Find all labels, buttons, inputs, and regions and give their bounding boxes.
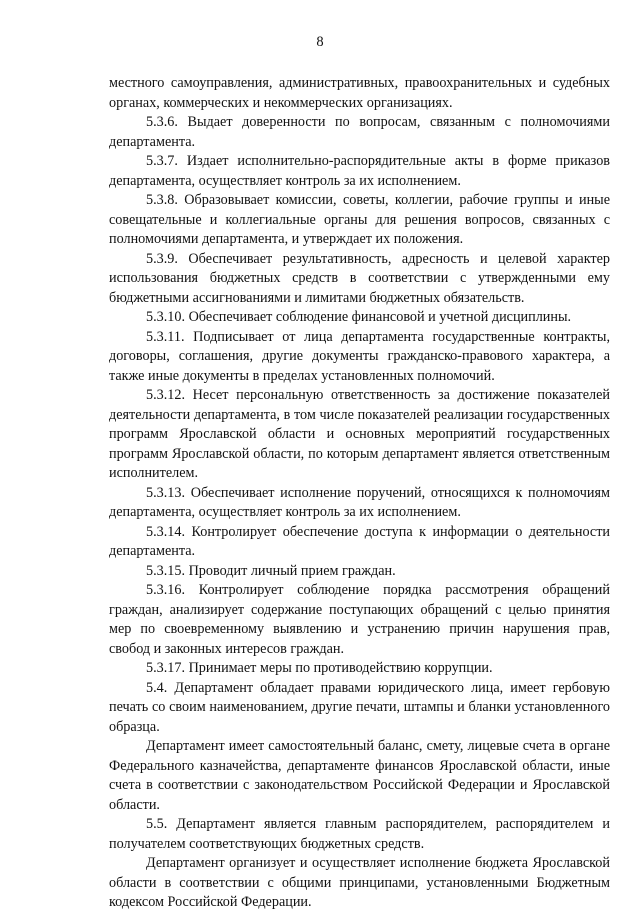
paragraph: Департамент имеет самостоятельный баланс, смету, лицевые счета в органе Федерального казначейства, департаменте финансов Ярославской области, иные счета в соответствии с законодательством Российской Федерации и Ярославской области. bbox=[109, 738, 610, 813]
document-body bbox=[109, 74, 610, 913]
paragraph: местного самоуправления, административных, правоохранительных и судебных органах, коммерческих и некоммерческих организациях. bbox=[109, 75, 610, 111]
paragraph: 5.3.15. Проводит личный прием граждан. bbox=[146, 562, 396, 579]
paragraph: Департамент организует и осуществляет исполнение бюджета Ярославской области в соответствии с общими принципами, установленными Бюджетным кодексом Российской Федерации. bbox=[109, 855, 610, 910]
paragraph: 5.3.12. Несет персональную ответственность за достижение показателей деятельности департамента, в том числе показателей реализации государственных программ Ярославской области и основных мероприятий государственных программ Ярославской области, по которым департамент является ответственным исполнителем. bbox=[109, 387, 610, 481]
paragraph: 5.3.10. Обеспечивает соблюдение финансовой и учетной дисциплины. bbox=[146, 309, 572, 325]
paragraph: 5.3.16. Контролирует соблюдение порядка рассмотрения обращений граждан, анализирует содержание поступающих обращений с целью принятия мер по своевременному выявлению и устранению причин нарушения прав, свобод и законных интересов граждан. bbox=[109, 582, 610, 657]
paragraph: 5.4. Департамент обладает правами юридического лица, имеет гербовую печать со своим наименованием, другие печати, штампы и бланки установленного образца. bbox=[109, 679, 610, 735]
paragraph: 5.5. Департамент является главным распорядителем, распорядителем и получателем соответствующих бюджетных средств. bbox=[109, 816, 610, 852]
paragraph: 5.3.9. Обеспечивает результативность, адресность и целевой характер использования бюджетных средств в соответствии с утвержденными ему бюджетными ассигнованиями и лимитами бюджетных обязательств. bbox=[109, 250, 610, 306]
paragraph: 5.3.13. Обеспечивает исполнение поручений, относящихся к полномочиям департамента, осуществляет контроль за их исполнением. bbox=[109, 484, 610, 520]
paragraph: 5.3.6. Выдает доверенности по вопросам, связанным с полномочиями департамента. bbox=[109, 114, 610, 150]
page-number: 8 bbox=[316, 34, 324, 50]
paragraph: 5.3.17. Принимает меры по противодействию коррупции. bbox=[146, 660, 493, 676]
paragraph: 5.3.7. Издает исполнительно-распорядительные акты в форме приказов департамента, осуществляет контроль за их исполнением. bbox=[109, 153, 610, 189]
paragraph: 5.3.8. Образовывает комиссии, советы, коллегии, рабочие группы и иные совещательные и коллегиальные органы для решения вопросов, связанных с полномочиями департамента, и утверждает их положения. bbox=[109, 192, 610, 247]
paragraph: 5.3.14. Контролирует обеспечение доступа к информации о деятельности департамента. bbox=[109, 523, 610, 559]
paragraph: 5.3.11. Подписывает от лица департамента государственные контракты, договоры, соглашения, другие документы гражданско-правового характера, а также иные документы в пределах установленных полномочий. bbox=[109, 328, 610, 384]
